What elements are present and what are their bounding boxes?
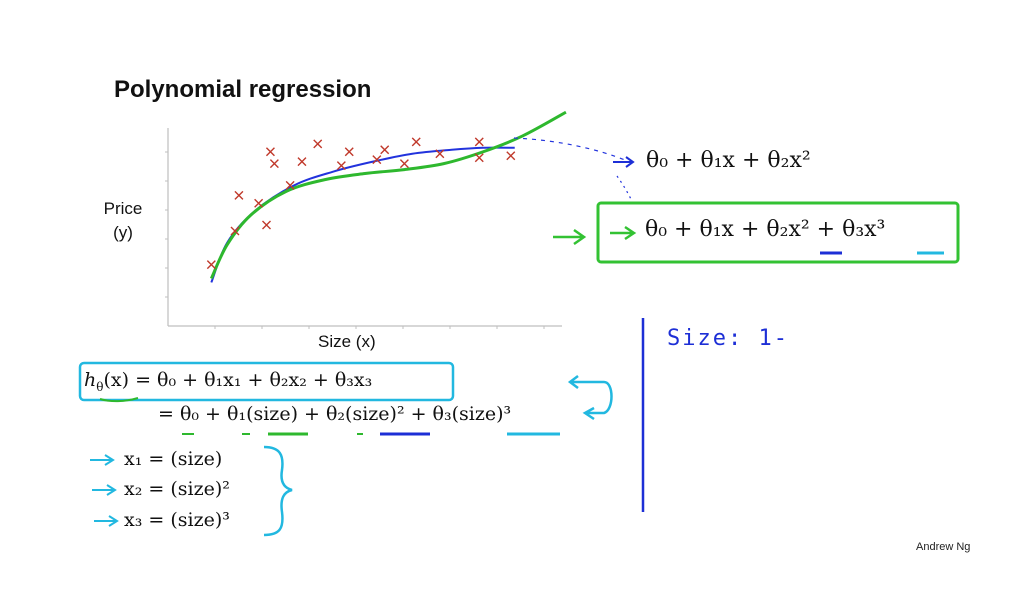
- hypothesis-h-sub: θ: [96, 379, 104, 394]
- scatter-point: [475, 138, 483, 146]
- arrow-x1-icon: [90, 455, 113, 465]
- feature-x1: x₁ = (size): [124, 448, 223, 470]
- scatter-point: [507, 152, 515, 160]
- cubic-fit-curve: [211, 112, 566, 278]
- hypothesis-rhs-1: = θ₀ + θ₁x₁ + θ₂x₂ + θ₃x₃: [135, 369, 373, 391]
- scatter-point: [381, 146, 389, 154]
- scatter-point: [475, 154, 483, 162]
- feature-x2: x₂ = (size)²: [124, 478, 230, 500]
- slide-title: Polynomial regression: [114, 76, 372, 103]
- quadratic-fit-curve: [211, 148, 514, 283]
- hypothesis-h-arg: (x): [103, 369, 130, 391]
- bracket-arrow-icon: [570, 376, 612, 419]
- y-axis-label-line2: (y): [113, 223, 133, 242]
- scatter-point: [314, 140, 322, 148]
- arrow-x3-icon: [94, 516, 117, 526]
- hypothesis-line-1: [84, 369, 372, 394]
- scatter-point: [266, 148, 274, 156]
- scatter-point: [412, 138, 420, 146]
- arrow-quadratic-icon: [613, 157, 633, 167]
- y-axis-label-line1: Price: [103, 199, 143, 218]
- scatter-point: [207, 261, 215, 269]
- scatter-point: [235, 191, 243, 199]
- arrow-cubic-outer-icon: [553, 230, 584, 244]
- dashed-connector: [514, 138, 625, 160]
- hypothesis-line-2: = θ₀ + θ₁(size) + θ₂(size)² + θ₃(size)³: [158, 403, 512, 425]
- scatter-point: [270, 160, 278, 168]
- hypothesis-h: h: [84, 369, 97, 391]
- scatter-point: [298, 158, 306, 166]
- scatter-point: [263, 221, 271, 229]
- feature-x3: x₃ = (size)³: [124, 509, 230, 531]
- handwritten-size-note: Size: 1-: [667, 326, 789, 351]
- cubic-equation: θ₀ + θ₁x + θ₂x² + θ₃x³: [645, 217, 886, 242]
- quadratic-equation: θ₀ + θ₁x + θ₂x²: [646, 148, 811, 173]
- author-credit: Andrew Ng: [916, 541, 971, 553]
- features-brace-icon: [264, 447, 292, 535]
- scatter-point: [255, 199, 263, 207]
- arrow-x2-icon: [92, 485, 115, 495]
- x-axis-label: Size (x): [318, 332, 376, 351]
- chart-axes: [165, 128, 562, 329]
- scatter-point: [345, 148, 353, 156]
- arrow-cubic-inner-icon: [610, 227, 634, 239]
- scatter-point: [400, 160, 408, 168]
